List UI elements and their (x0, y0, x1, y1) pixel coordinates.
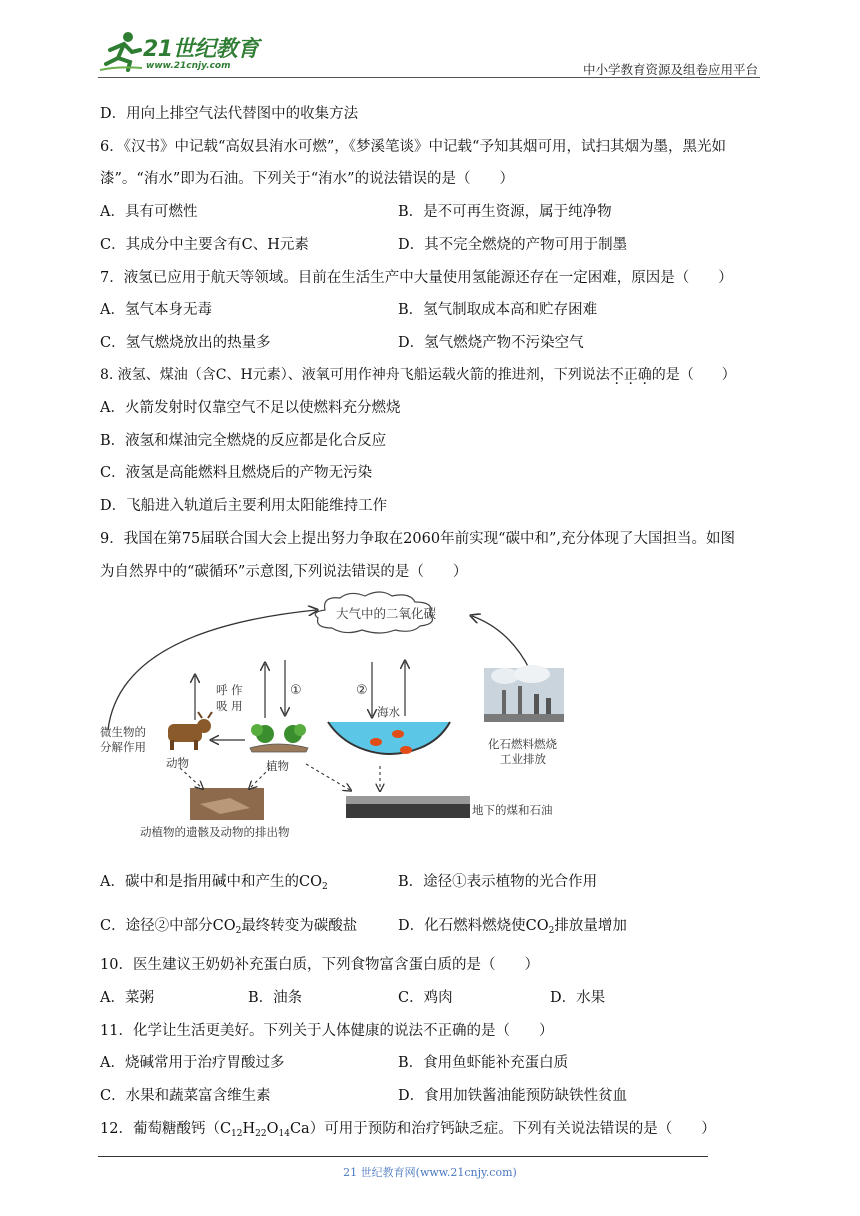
microbe-label-1: 微生物的 (100, 725, 146, 739)
q10-option-d: D．水果 (550, 990, 606, 1006)
q11-option-a: A．烧碱常用于治疗胃酸过多 (100, 1055, 285, 1071)
logo (98, 30, 268, 76)
q12-stem (100, 1119, 716, 1139)
q6-option-a: A．具有可燃性 (100, 204, 198, 220)
q8-option-c: C．液氢是高能燃料且燃烧后的产物无污染 (100, 465, 373, 481)
q7-option-d: D．氢气燃烧产物不污染空气 (398, 335, 584, 351)
q6-option-d: D．其不完全燃烧的产物可用于制墨 (398, 237, 628, 253)
logo-url: www.21cnjy.com (146, 61, 231, 71)
footer-link[interactable]: 21 世纪教育网(www.21cnjy.com) (343, 1166, 517, 1179)
coal-label: 地下的煤和石油 (472, 803, 553, 817)
q6-stem-line2: 漆”。“洧水”即为石油。下列关于“洧水”的说法错误的是（ ） (100, 171, 515, 187)
subscript: 14 (278, 1129, 290, 1139)
q8-option-b: B．液氢和煤油完全燃烧的反应都是化合反应 (100, 433, 387, 449)
q8-emphasis-2: 正 (623, 367, 638, 383)
carbon-cycle-diagram (100, 590, 580, 850)
q11-stem: 11．化学让生活更美好。下列关于人体健康的说法不正确的是（ ） (100, 1023, 554, 1039)
animal-icon (168, 712, 212, 750)
subscript: 2 (548, 926, 555, 936)
q10-stem: 10．医生建议王奶奶补充蛋白质，下列食物富含蛋白质的是（ ） (100, 957, 539, 973)
q12-stem-text: 12．葡萄糖酸钙（C (100, 1121, 232, 1137)
q11-option-d: D．食用加铁酱油能预防缺铁性贫血 (398, 1088, 628, 1104)
q9-option-a (100, 872, 328, 892)
q9-option-a-text: A．碳中和是指用碱中和产生的CO (100, 874, 322, 890)
q7-stem: 7．液氢已应用于航天等领域。目前在生活生产中大量使用氢能源还存在一定困难，原因是（ ） (100, 270, 733, 286)
q11-option-c: C．水果和蔬菜富含维生素 (100, 1088, 271, 1104)
ocean-icon (328, 722, 450, 754)
q6-stem-line1: 6．《汉书》中记载“高奴县洧水可燃”，《梦溪笔谈》中记载“予知其烟可用，试扫其烟为墨，黑光如 (100, 139, 726, 155)
platform-name: 中小学教育资源及组卷应用平台 (582, 62, 758, 77)
plant-label: 植物 (266, 759, 289, 773)
microbe-label-2: 分解作用 (100, 740, 146, 754)
subscript: 2 (321, 882, 328, 892)
remains-label: 动植物的遗骸及动物的排出物 (140, 825, 290, 839)
q9-option-d-end: 排放量增加 (554, 918, 627, 934)
route-1-label: ① (290, 683, 302, 698)
q7-option-c: C．氢气燃烧放出的热量多 (100, 335, 271, 351)
q10-option-c: C．鸡肉 (398, 990, 453, 1006)
q10-option-b: B．油条 (248, 990, 303, 1006)
respiration-label-1: 呼 作 (216, 683, 243, 697)
coal-layer-icon (346, 796, 470, 818)
q11-option-b: B．食用鱼虾能补充蛋白质 (398, 1055, 569, 1071)
q6-option-b: B．是不可再生资源，属于纯净物 (398, 204, 612, 220)
q8-emphasis-3: 确 (637, 367, 652, 383)
subscript: 12 (231, 1129, 243, 1139)
industry-to-air-arrow (472, 616, 530, 670)
animal-to-remains-arrow (180, 768, 202, 788)
q9-option-d-text: D．化石燃料燃烧使CO (398, 918, 549, 934)
q9-option-c-end: 最终转变为碳酸盐 (241, 918, 358, 934)
formula-h: H (242, 1121, 256, 1137)
logo-title: 21世纪教育 (143, 37, 259, 62)
header-divider (98, 77, 760, 78)
q8-stem (100, 365, 736, 385)
q9-option-b: B．途径①表示植物的光合作用 (398, 874, 598, 890)
subscript: 2 (235, 926, 242, 936)
cloud-label: 大气中的二氧化碳 (336, 606, 437, 621)
q8-option-a: A．火箭发射时仅靠空气不足以使燃料充分燃烧 (100, 400, 401, 416)
respiration-label-2: 吸 用 (216, 699, 243, 713)
route-2-label: ② (356, 683, 368, 698)
footer-divider (98, 1156, 708, 1157)
page-header (98, 30, 760, 80)
seawater-label: 海水 (377, 705, 400, 719)
remains-icon (190, 788, 264, 820)
q7-option-a: A．氢气本身无毒 (100, 302, 212, 318)
q8-stem-end: 的是（ ） (651, 367, 736, 383)
plant-icon (250, 724, 308, 752)
formula-o: O (266, 1121, 279, 1137)
q9-option-c-text: C．途径②中部分CO (100, 918, 236, 934)
q8-option-d: D．飞船进入轨道后主要利用太阳能维持工作 (100, 498, 388, 514)
q9-option-c (100, 916, 357, 936)
q10-option-a: A．菜粥 (100, 990, 154, 1006)
q6-option-c: C．其成分中主要含有C、H元素 (100, 237, 309, 253)
subscript: 22 (255, 1129, 267, 1139)
runner-logo-icon (98, 30, 144, 72)
fossil-label-2: 工业排放 (500, 752, 546, 766)
q9-stem-line1: 9．我国在第75届联合国大会上提出努力争取在2060年前实现“碳中和”,充分体现了大国担当。如图 (100, 531, 736, 547)
animal-label: 动物 (166, 756, 189, 770)
q8-emphasis-1: 不 (609, 367, 624, 383)
q5-option-d: D．用向上排空气法代替图中的收集方法 (100, 106, 359, 122)
fossil-label-1: 化石燃料燃烧 (488, 737, 557, 751)
q7-option-b: B．氢气制取成本高和贮存困难 (398, 302, 598, 318)
q9-option-d (398, 916, 627, 936)
factory-icon (484, 665, 564, 722)
plant-to-coal-arrow (306, 764, 350, 790)
q8-stem-text: 8. 液氢、煤油（含C、H元素）、液氧可用作神舟飞船运载火箭的推进剂，下列说法 (100, 367, 610, 383)
q9-stem-line2: 为自然界中的“碳循环”示意图,下列说法错误的是（ ） (100, 564, 468, 580)
q12-stem-end: Ca）可用于预防和治疗钙缺乏症。下列有关说法错误的是（ ） (289, 1121, 716, 1137)
